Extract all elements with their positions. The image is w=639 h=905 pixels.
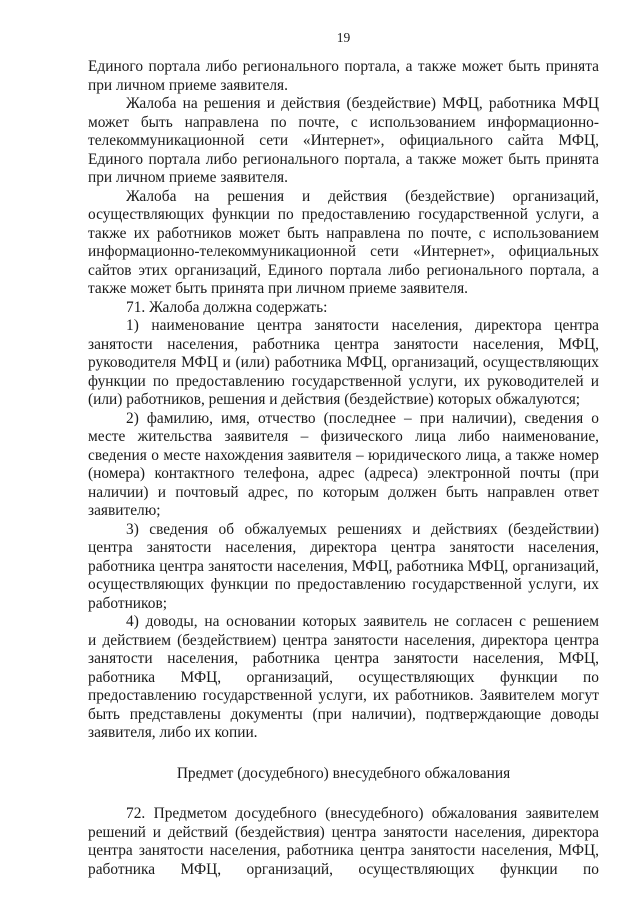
text-line: и действием (бездействием) центра занятости населения, директора центра [88, 631, 599, 649]
text-line: функции по предоставлению государственной услуги, их руководителей и [88, 372, 599, 390]
text-line: заявителя, либо их копии. [88, 724, 258, 741]
text-line: Единого портала либо регионального портала, а также может быть принята [88, 150, 599, 168]
text-line: работника МФЦ, организаций, осуществляющих функции по [88, 668, 599, 686]
text-line: телекоммуникационной сети «Интернет», официального сайта МФЦ, [88, 132, 599, 149]
text-line: 3) сведения об обжалуемых решениях и действиях (бездействии) [126, 520, 599, 538]
text-line: осуществляющих функции по предоставлению государственной услуги, а [88, 206, 599, 223]
text-line: Единого портала либо регионального портала, а также может быть принята [88, 58, 599, 75]
text-line: также их работников может быть направлена по почте, с использованием [88, 224, 599, 242]
text-line: 1) наименование центра занятости населения, директора центра [126, 317, 599, 334]
paragraph [88, 521, 599, 614]
text-line: предоставлению государственной услуги, их работников. Заявителем могут [88, 687, 599, 704]
text-line: работника МФЦ, организаций, осуществляющих функции по [88, 860, 599, 878]
text-line: руководителя МФЦ и (или) работника МФЦ, организаций, осуществляющих [88, 354, 599, 371]
text-line: (номера) контактного телефона, адрес (адреса) электронной почты (при [88, 465, 599, 482]
text-line: при личном приеме заявителя. [88, 76, 288, 94]
paragraph [88, 58, 599, 95]
paragraph [88, 95, 599, 188]
paragraph [88, 410, 599, 521]
text-line: центра занятости населения, работника центра занятости населения, МФЦ, [88, 842, 599, 859]
text-line: работника центра занятости населения, МФЦ, работника МФЦ, организаций, [88, 557, 599, 575]
text-line: 4) доводы, на основании которых заявитель не согласен с решением [126, 613, 599, 630]
text-line: Жалоба на решения и действия (бездействие) МФЦ, работника МФЦ [126, 95, 599, 112]
text-line: сведения о месте нахождения заявителя – юридического лица, а также номер [88, 446, 599, 464]
text-line: месте жительства заявителя – физического лица либо наименование, [88, 428, 599, 445]
paragraph [88, 613, 599, 743]
text-line: 71. Жалоба должна содержать: [126, 298, 328, 316]
text-line: центра занятости населения, директора центра занятости населения, [88, 539, 599, 556]
text-line: при личном приеме заявителя. [88, 169, 288, 186]
text-line: работников; [88, 594, 167, 612]
text-line: наличии) и почтовый адрес, по которым должен быть направлен ответ [88, 483, 599, 501]
body-text-bottom [88, 805, 599, 879]
paragraph [88, 805, 599, 879]
text-line: осуществляющих функции по предоставлению государственной услуги, их [88, 576, 599, 593]
text-line: Жалоба на решения и действия (бездействие) организаций, [126, 187, 599, 205]
paragraph [88, 317, 599, 410]
text-line: 2) фамилию, имя, отчество (последнее – при наличии), сведения о [126, 409, 599, 427]
text-line: занятости населения, работника центра занятости населения, МФЦ, [88, 650, 599, 667]
paragraph [88, 188, 599, 299]
text-line: информационно-телекоммуникационной сети «Интернет», официальных [88, 243, 599, 260]
section-heading: Предмет (досудебного) внесудебного обжалования [176, 764, 511, 782]
text-line: решений и действий (бездействия) центра занятости населения, директора [88, 823, 599, 841]
text-line: занятости населения, работника центра занятости населения, МФЦ, [88, 335, 599, 353]
text-line: может быть направлена по почте, с использованием информационно- [88, 113, 599, 131]
text-line: заявителю; [88, 502, 161, 519]
text-line: быть представлены документы (при наличии), подтверждающие доводы [88, 705, 599, 723]
page-number: 19 [336, 30, 351, 45]
body-text-top [88, 58, 599, 743]
paragraph [88, 299, 599, 318]
text-line: 72. Предметом досудебного (внесудебного) обжалования заявителем [126, 805, 599, 822]
text-line: также может быть принята при личном приеме заявителя. [88, 280, 469, 297]
text-line: сайтов этих организаций, Единого портала либо регионального портала, а [88, 261, 599, 279]
text-line: (или) работников, решения и действия (бездействие) которых обжалуются; [88, 391, 581, 408]
